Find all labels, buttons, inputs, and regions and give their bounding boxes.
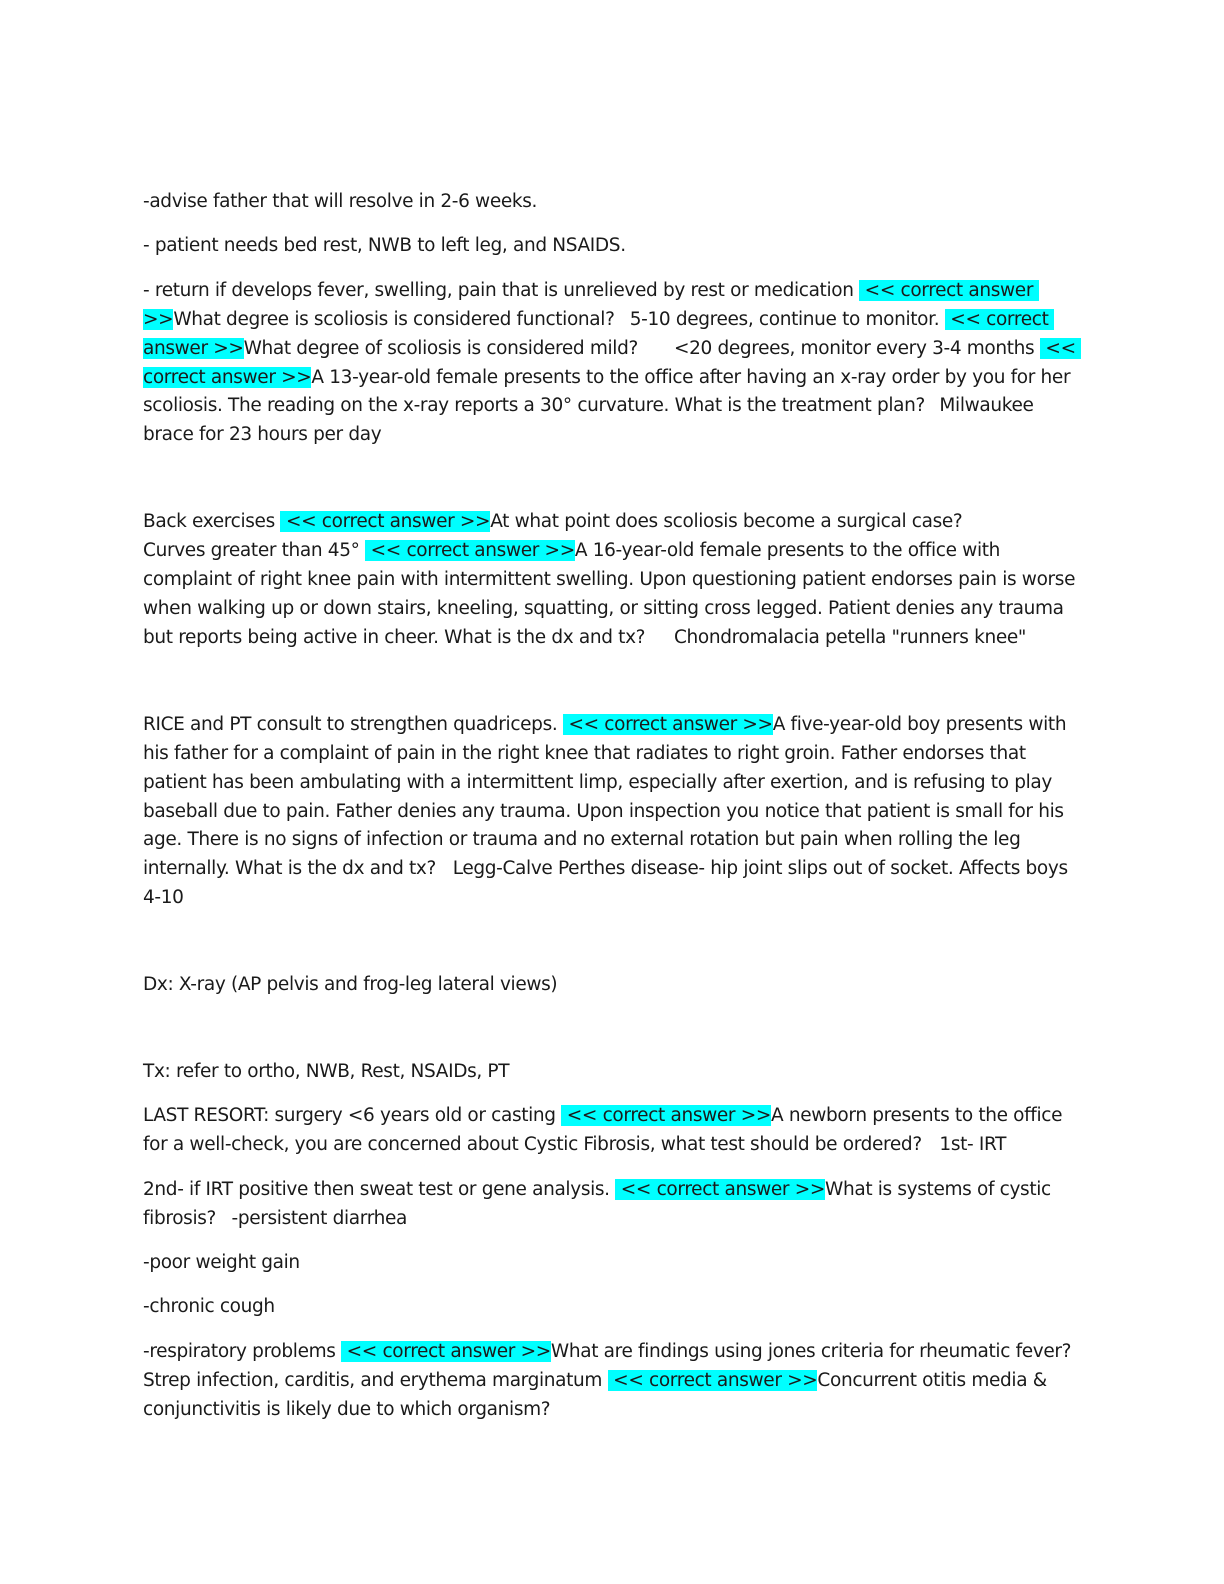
correct-answer-marker: << correct answer >> <box>607 1369 818 1391</box>
correct-answer-marker: << correct answer >> <box>561 1105 772 1127</box>
text-run: Tx: refer to ortho, NWB, Rest, NSAIDs, PT <box>143 1061 510 1083</box>
text-run: At what point does scoliosis become a surgical case? Curves greater than 45° <box>143 511 1028 562</box>
text-run: What are findings using jones criteria for rheumatic fever? Strep infection, carditis, and erythema marginatum <box>143 1340 1117 1391</box>
text-run: -advise father that will resolve in 2-6 weeks. <box>143 191 538 212</box>
text-run: A newborn presents to the office for a well-check, you are concerned about Cystic Fibrosis, what test should be ordered? 1st- IRT <box>143 1105 1068 1156</box>
text-run: -poor weight gain <box>143 1252 300 1274</box>
correct-answer-marker: << correct answer >> <box>280 511 491 533</box>
text-run: RICE and PT consult to strengthen quadriceps. <box>143 713 563 735</box>
paragraph <box>143 711 1078 913</box>
correct-answer-marker: << correct answer >> <box>615 1178 826 1200</box>
correct-answer-marker: << correct answer >> <box>143 337 1082 388</box>
text-run: -chronic cough <box>143 1296 275 1318</box>
text-run: - return if develops fever, swelling, pain that is unrelieved by rest or medication <box>143 279 860 301</box>
text-run: What degree is scoliosis is considered functional? 5-10 degrees, continue to monitor. <box>173 308 945 330</box>
text-run: 2nd- if IRT positive then sweat test or gene analysis. <box>143 1178 616 1200</box>
text-run: LAST RESORT: surgery <6 years old or casting <box>143 1105 562 1127</box>
document-body <box>143 188 1117 1440</box>
paragraph <box>143 1249 1078 1278</box>
text-run: A five-year-old boy presents with his father for a complaint of pain in the right knee that radiates to right groin. Father endorses that patient has been ambulating with a intermittent limp, especially after exertion, and is refusing to play baseball due to pain. Father denies any trauma. Upon inspection you notice that patient is small for his age. There is no signs of infection or trauma and no external rotation but pain when rolling the leg internally. What is the dx and tx? Legg-Calve Perthes disease- hip joint slips out of socket. Affects boys 4-10 <box>143 713 1074 909</box>
paragraph <box>143 971 1078 1000</box>
correct-answer-marker: << correct answer >> <box>143 279 1039 330</box>
paragraph <box>143 1102 1078 1160</box>
paragraph <box>143 232 1078 261</box>
correct-answer-marker: << correct answer >> <box>365 540 575 562</box>
text-run: What is systems of cystic fibrosis? -persistent diarrhea <box>143 1178 1057 1229</box>
text-run: -respiratory problems <box>143 1340 342 1362</box>
paragraph <box>143 1338 1117 1425</box>
text-run: - patient needs bed rest, NWB to left leg, and NSAIDS. <box>143 235 626 257</box>
correct-answer-marker: << correct answer >> <box>562 713 773 735</box>
text-run: Back exercises <box>143 511 281 533</box>
text-run: A 16-year-old female presents to the office with complaint of right knee pain with intermittent swelling. Upon questioning patient endorses pain is worse when walking up or down stairs, kneeling, squatting, or sitting cross legged. Patient denies any trauma but reports being active in cheer. What is the dx and tx? Chondromalacia petella "runners knee" <box>143 540 1081 648</box>
paragraph <box>143 188 1078 217</box>
paragraph <box>143 277 1082 450</box>
text-run: A 13-year-old female presents to the office after having an x-ray order by you for her scoliosis. The reading on the x-ray reports a 30° curvature. What is the treatment plan? Milwaukee brace for 23 hours per day <box>143 366 1076 446</box>
correct-answer-marker: << correct answer >> <box>341 1340 551 1362</box>
text-run: Concurrent otitis media & conjunctivitis is likely due to which organism? <box>143 1369 1053 1420</box>
paragraph <box>143 1293 1078 1322</box>
paragraph <box>143 1058 1078 1087</box>
text-run: What degree of scoliosis is considered mild? <20 degrees, monitor every 3-4 months <box>243 337 1040 359</box>
paragraph <box>143 1176 1078 1234</box>
paragraph <box>143 508 1081 653</box>
text-run: Dx: X-ray (AP pelvis and frog-leg lateral views) <box>143 974 558 996</box>
correct-answer-marker: << correct answer >> <box>143 308 1055 359</box>
